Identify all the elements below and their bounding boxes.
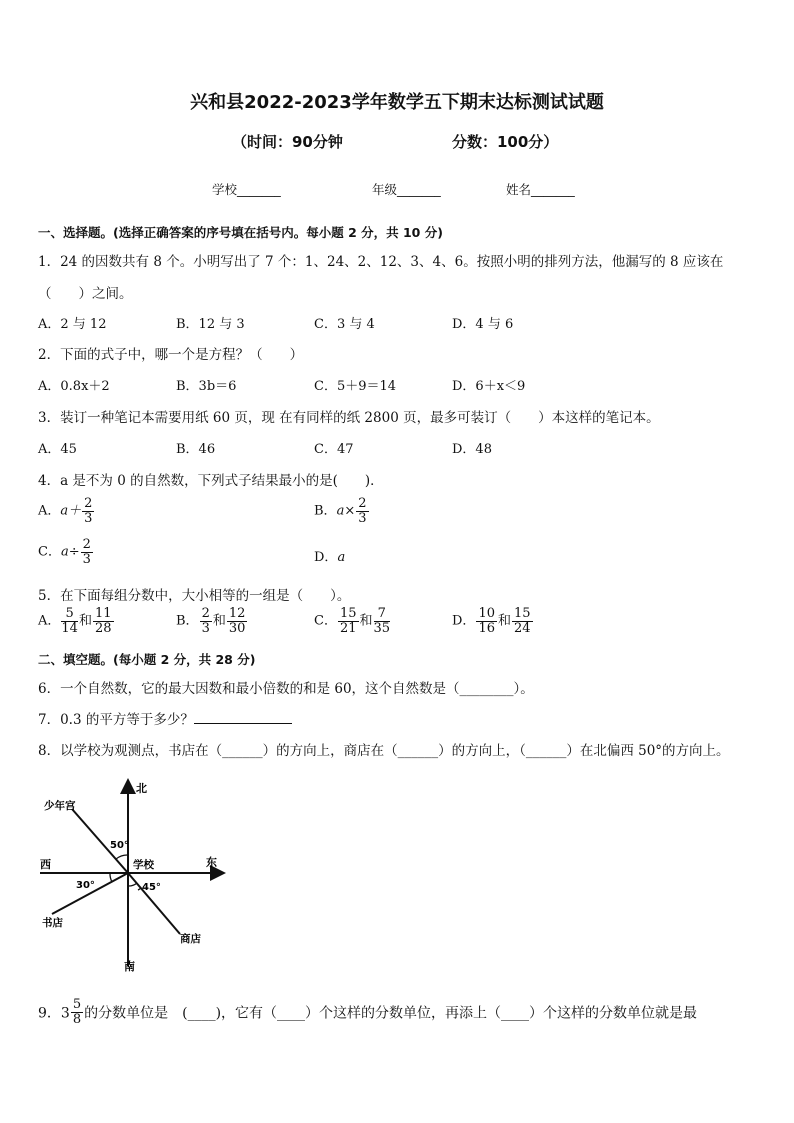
q5-fraction	[512, 607, 533, 635]
q5-and-text: 和	[497, 613, 511, 629]
q4-option-a-label: A．	[38, 503, 61, 519]
fraction-denominator: 3	[82, 551, 91, 567]
q5-and-text: 和	[359, 613, 373, 629]
q5-fraction	[476, 607, 497, 635]
q5-and-text: 和	[78, 613, 92, 629]
q5-option-label: A．	[38, 613, 61, 629]
q1-option-b[interactable]: B．12 与 3	[176, 317, 245, 332]
question-3-text: 3．装订一种笔记本需要用纸 60 页，现 在有同样的纸 2800 页，最多可装订（ ）本这样的笔记本。	[38, 410, 660, 426]
question-8-text: 8．以学校为观测点，书店在（______）的方向上，商店在（______）的方向上，（______）在北偏西 50°的方向上。	[38, 743, 730, 759]
angle-arc-west	[110, 873, 112, 882]
q4-option-b-label: B．	[314, 503, 337, 519]
label-shop: 商店	[180, 933, 201, 945]
fraction-denominator: 30	[228, 620, 246, 636]
angle-arc-north	[116, 855, 128, 859]
grade-field[interactable]: 年级_______	[372, 182, 441, 197]
q5-option-a[interactable]	[38, 607, 115, 635]
question-7-label: 7．0.3 的平方等于多少？	[38, 712, 194, 728]
label-east: 东	[206, 856, 217, 869]
question-1-text: 1．24 的因数共有 8 个。小明写出了 7 个：1、24、2、12、3、4、6。按照小明的排列方法，他漏写的 8 应该在	[38, 254, 724, 270]
q5-option-d[interactable]	[452, 607, 534, 635]
q3-option-a[interactable]: A．45	[38, 442, 77, 457]
q4-option-b[interactable]	[314, 497, 370, 525]
q5-option-label: D．	[452, 613, 476, 629]
question-7-text	[38, 708, 292, 728]
question-9-prefix: 9．3	[38, 1005, 70, 1022]
q4-option-b-fraction	[356, 497, 368, 525]
fraction-numerator: 2	[84, 496, 93, 511]
q5-option-label: B．	[176, 613, 199, 629]
q1-option-a[interactable]: A．2 与 12	[38, 317, 107, 332]
fraction-numerator: 2	[358, 496, 367, 511]
label-angle-north: 50°	[110, 840, 129, 851]
question-4-text: 4．a 是不为 0 的自然数，下列式子结果最小的是( )．	[38, 473, 384, 489]
q2-option-c[interactable]: C．5＋9＝14	[314, 379, 397, 394]
q3-option-b[interactable]: B．46	[176, 442, 216, 457]
fraction-denominator: 24	[514, 620, 531, 636]
fraction-numerator: 10	[478, 606, 495, 621]
q1-option-c[interactable]: C．3 与 4	[314, 317, 375, 332]
section-heading-choice: 一、选择题。(选择正确答案的序号填在括号内。每小题 2 分，共 10 分)	[38, 225, 443, 240]
q5-option-b[interactable]	[176, 607, 248, 635]
fraction-denominator: 14	[61, 620, 78, 636]
q4-option-c-label: C．	[38, 544, 61, 560]
q4-option-d-label: D．	[314, 550, 338, 565]
fraction-numerator: 15	[339, 606, 357, 621]
label-school: 学校	[133, 859, 154, 871]
q4-option-c[interactable]	[38, 538, 94, 566]
label-angle-east: 45°	[142, 882, 161, 893]
label-bookstore: 书店	[42, 917, 63, 929]
q7-answer-blank[interactable]	[194, 709, 292, 724]
q5-fraction	[338, 607, 359, 635]
q5-option-label: C．	[314, 613, 337, 629]
q4-option-d-expr: a	[337, 550, 346, 565]
q5-fraction	[227, 607, 248, 635]
q2-option-b[interactable]: B．3b＝6	[176, 379, 237, 394]
fraction-denominator: 3	[201, 620, 210, 636]
name-field[interactable]: 姓名_______	[506, 182, 575, 197]
q5-fraction	[374, 607, 391, 635]
label-youth-palace: 少年宫	[44, 800, 76, 812]
q4-option-a-expr: a＋	[60, 503, 82, 519]
fraction-denominator: 35	[373, 620, 391, 636]
q5-option-c[interactable]	[314, 607, 391, 635]
fraction-denominator: 16	[478, 620, 495, 636]
question-9-body: 的分数单位是 (____)，它有（____）个这样的分数单位，再添上（____）个这样的分数单位就是最	[84, 1005, 698, 1022]
fraction-denominator: 28	[94, 620, 112, 636]
q5-fraction	[200, 607, 212, 635]
angle-arc-east-inner	[128, 883, 137, 886]
label-north: 北	[136, 782, 147, 795]
angle-arc-east	[138, 888, 141, 890]
label-west: 西	[40, 858, 51, 871]
q5-fraction	[61, 607, 78, 635]
fraction-denominator: 8	[72, 1011, 82, 1027]
fraction-denominator: 3	[358, 510, 367, 526]
q2-option-d[interactable]: D．6＋x＜9	[452, 379, 526, 394]
question-5-text: 5．在下面每组分数中，大小相等的一组是（ ）。	[38, 588, 351, 604]
fraction-numerator: 7	[374, 607, 391, 622]
q5-fraction	[93, 607, 114, 635]
direction-diagram	[30, 776, 230, 972]
fraction-numerator: 2	[201, 606, 210, 621]
label-south: 南	[124, 960, 135, 972]
fraction-numerator: 11	[94, 606, 112, 621]
q3-option-c[interactable]: C．47	[314, 442, 354, 457]
q4-option-b-expr: a×	[336, 503, 356, 519]
total-score: 分数：100分）	[452, 133, 559, 151]
question-6-text: 6．一个自然数，它的最大因数和最小倍数的和是 60，这个自然数是（________）。	[38, 681, 534, 697]
question-1-text-cont: （ ）之间。	[38, 286, 133, 302]
fraction-numerator: 15	[514, 606, 531, 621]
fraction-numerator: 5	[61, 607, 78, 622]
q1-option-d[interactable]: D．4 与 6	[452, 317, 514, 332]
q4-option-a[interactable]	[38, 497, 95, 525]
q4-option-d[interactable]	[314, 546, 345, 565]
school-field[interactable]: 学校_______	[212, 182, 281, 197]
question-2-text: 2．下面的式子中，哪一个是方程？（ ）	[38, 347, 304, 363]
q4-option-c-fraction	[81, 538, 93, 566]
q4-option-c-expr: a÷	[60, 544, 80, 560]
section-heading-fill: 二、填空题。(每小题 2 分，共 28 分)	[38, 652, 256, 667]
question-9-text	[38, 998, 697, 1026]
q4-option-a-fraction	[82, 497, 94, 525]
fraction-numerator: 12	[228, 606, 246, 621]
time-limit: （时间：90分钟	[232, 133, 343, 151]
page-title: 兴和县2022-2023学年数学五下期末达标测试试题	[190, 92, 604, 113]
fraction-denominator: 3	[84, 510, 93, 526]
fraction-denominator: 21	[339, 620, 357, 636]
label-angle-west: 30°	[76, 880, 95, 891]
fraction-numerator: 2	[82, 537, 91, 552]
q9-fraction	[71, 998, 83, 1026]
q2-option-a[interactable]: A．0.8x＋2	[38, 379, 110, 394]
q5-and-text: 和	[212, 613, 226, 629]
q3-option-d[interactable]: D．48	[452, 442, 492, 457]
fraction-numerator: 5	[72, 997, 82, 1012]
